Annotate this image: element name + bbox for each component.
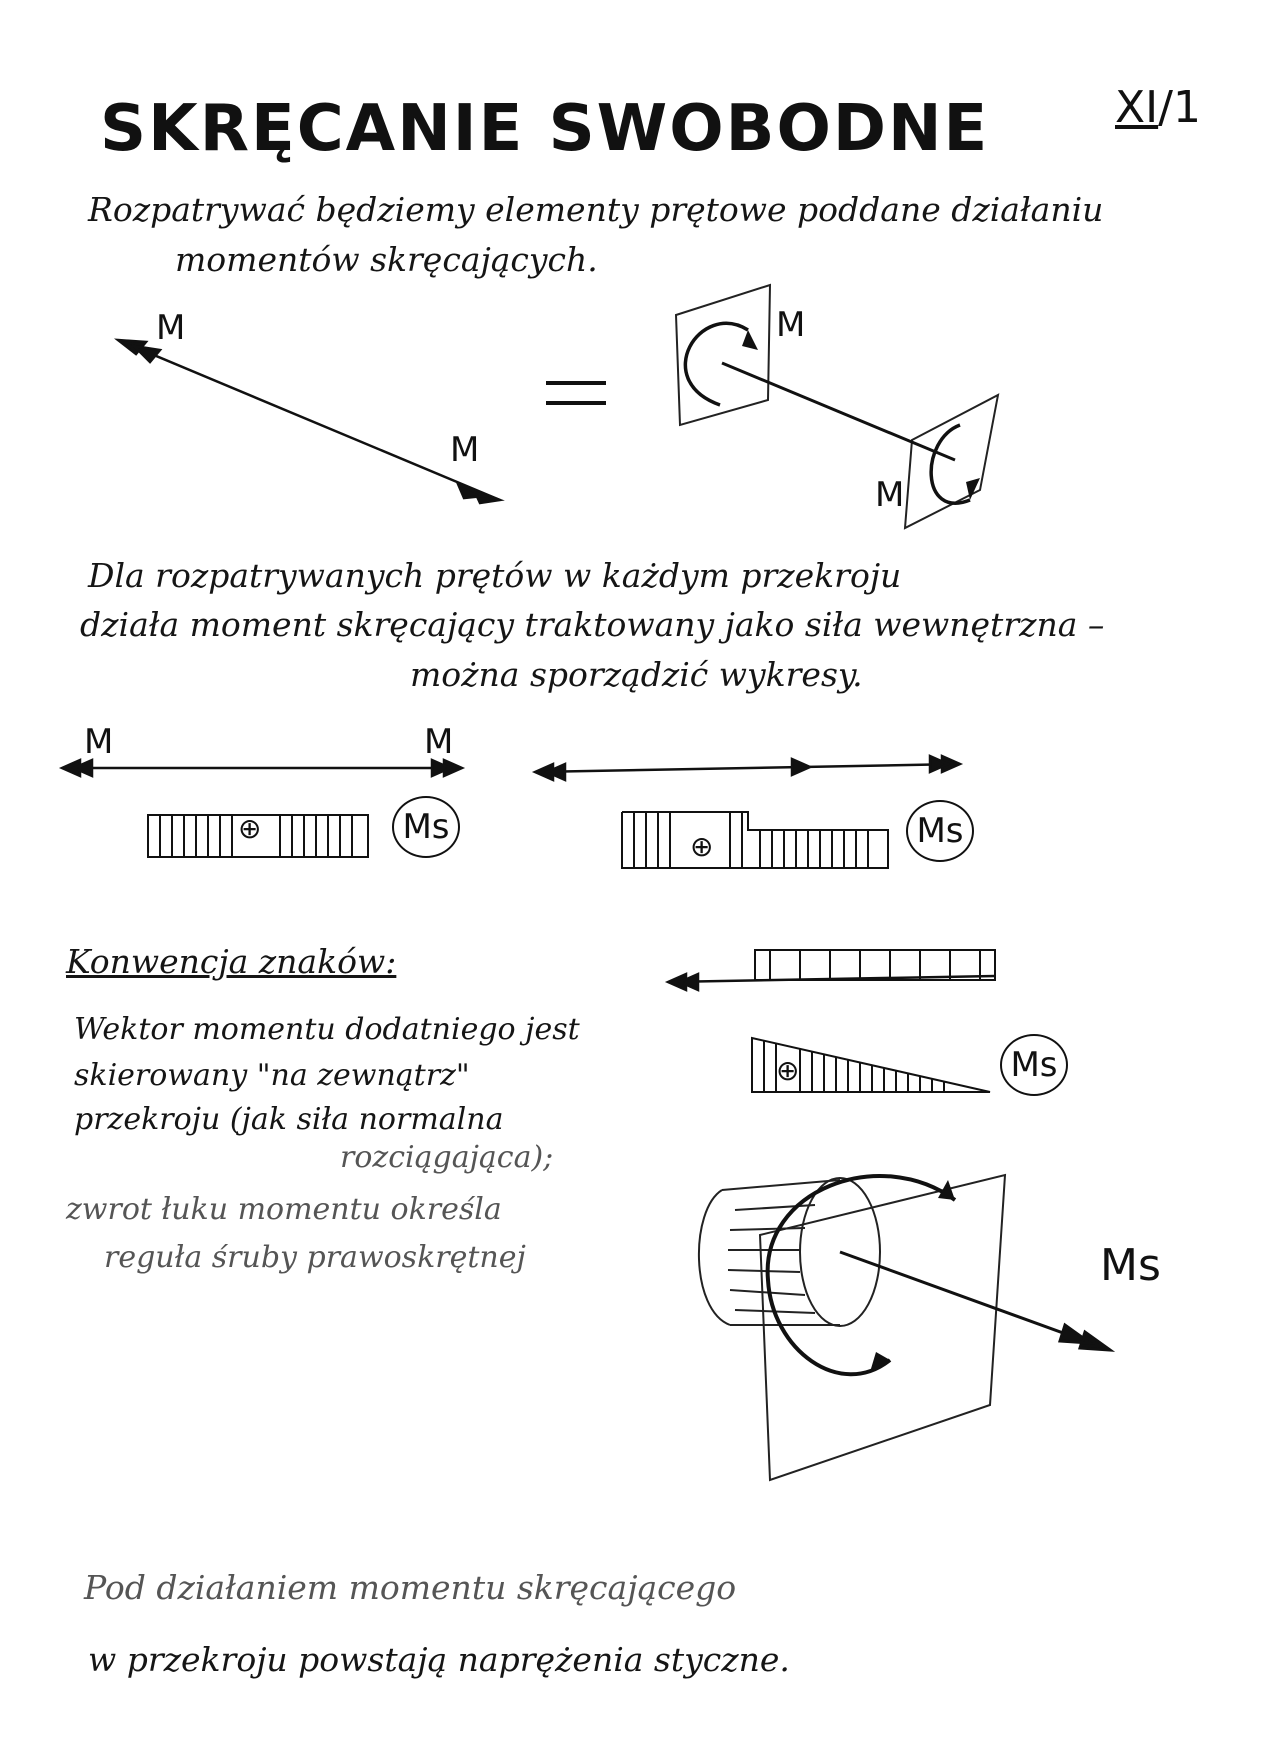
convention-line-4: rozciągająca); <box>340 1140 554 1175</box>
ms-label-left <box>392 796 460 858</box>
moment-label-left: M <box>156 308 186 348</box>
footer-line-1: Pod działaniem momentu skręcającego <box>84 1568 737 1607</box>
plus-sign-right: ⊕ <box>690 830 714 863</box>
page-number-page: 1 <box>1172 82 1201 133</box>
cross-section-planes <box>676 285 998 528</box>
ms-label-right-text: Ms <box>916 811 964 851</box>
beam-left-moment-label-left: M <box>84 722 114 762</box>
convention-line-3: przekroju (jak siła normalna <box>74 1102 504 1137</box>
intro-line-1: Rozpatrywać będziemy elementy prętowe poddane działaniu <box>88 190 1104 229</box>
moment-vector <box>840 1252 1110 1350</box>
cylinder-moment-figure <box>0 1150 1275 1480</box>
ms-label-triangular <box>1000 1034 1068 1096</box>
para2-line-2: działa moment skręcający traktowany jako siła wewnętrzna – <box>80 605 1105 644</box>
bar-with-moment-vectors <box>118 340 500 503</box>
ms-vector-label: Ms <box>1100 1240 1161 1291</box>
convention-heading: Konwencja znaków: <box>66 942 397 981</box>
convention-line-1: Wektor momentu dodatniego jest <box>74 1012 580 1047</box>
beam-left-moment-label-right: M <box>424 722 454 762</box>
ms-label-left-text: Ms <box>402 807 450 847</box>
moment-label-right: M <box>450 430 480 470</box>
ms-label-triangular-text: Ms <box>1010 1045 1058 1085</box>
page-number-chapter: XI <box>1115 82 1159 133</box>
twisting-moment-arc <box>768 1176 955 1374</box>
moment-label-bottom: M <box>875 475 905 515</box>
page-title: SKRĘCANIE SWOBODNE <box>100 92 990 166</box>
curved-moment-arrows <box>685 323 970 503</box>
para2-line-1: Dla rozpatrywanych prętów w każdym przekroju <box>88 556 902 595</box>
page-number-separator: / <box>1158 82 1173 133</box>
convention-line-6: reguła śruby prawoskrętnej <box>104 1240 526 1275</box>
torque-diagrams <box>0 700 1275 1120</box>
beam-distributed <box>668 974 995 990</box>
equals-sign <box>546 383 606 403</box>
convention-line-2: skierowany "na zewnątrz" <box>74 1058 470 1093</box>
ms-label-right <box>906 800 974 862</box>
section-plane <box>760 1175 1005 1480</box>
cylinder-body <box>699 1178 880 1326</box>
arc-arrowheads <box>870 1180 955 1372</box>
moment-label-top: M <box>776 305 806 345</box>
beam-left <box>62 760 462 776</box>
footer-line-2: w przekroju powstają naprężenia styczne. <box>88 1640 790 1679</box>
plus-sign-triangular: ⊕ <box>776 1054 800 1087</box>
plus-sign-left: ⊕ <box>238 812 262 845</box>
ms-diagram-right <box>622 812 888 868</box>
member-axis <box>722 363 955 460</box>
convention-line-5: zwrot łuku momentu określa <box>66 1192 502 1227</box>
beam-right <box>535 756 960 780</box>
intro-line-2: momentów skręcających. <box>175 240 598 279</box>
para2-line-3: można sporządzić wykresy. <box>410 655 863 694</box>
figure-torsion-equivalence <box>0 0 1275 600</box>
